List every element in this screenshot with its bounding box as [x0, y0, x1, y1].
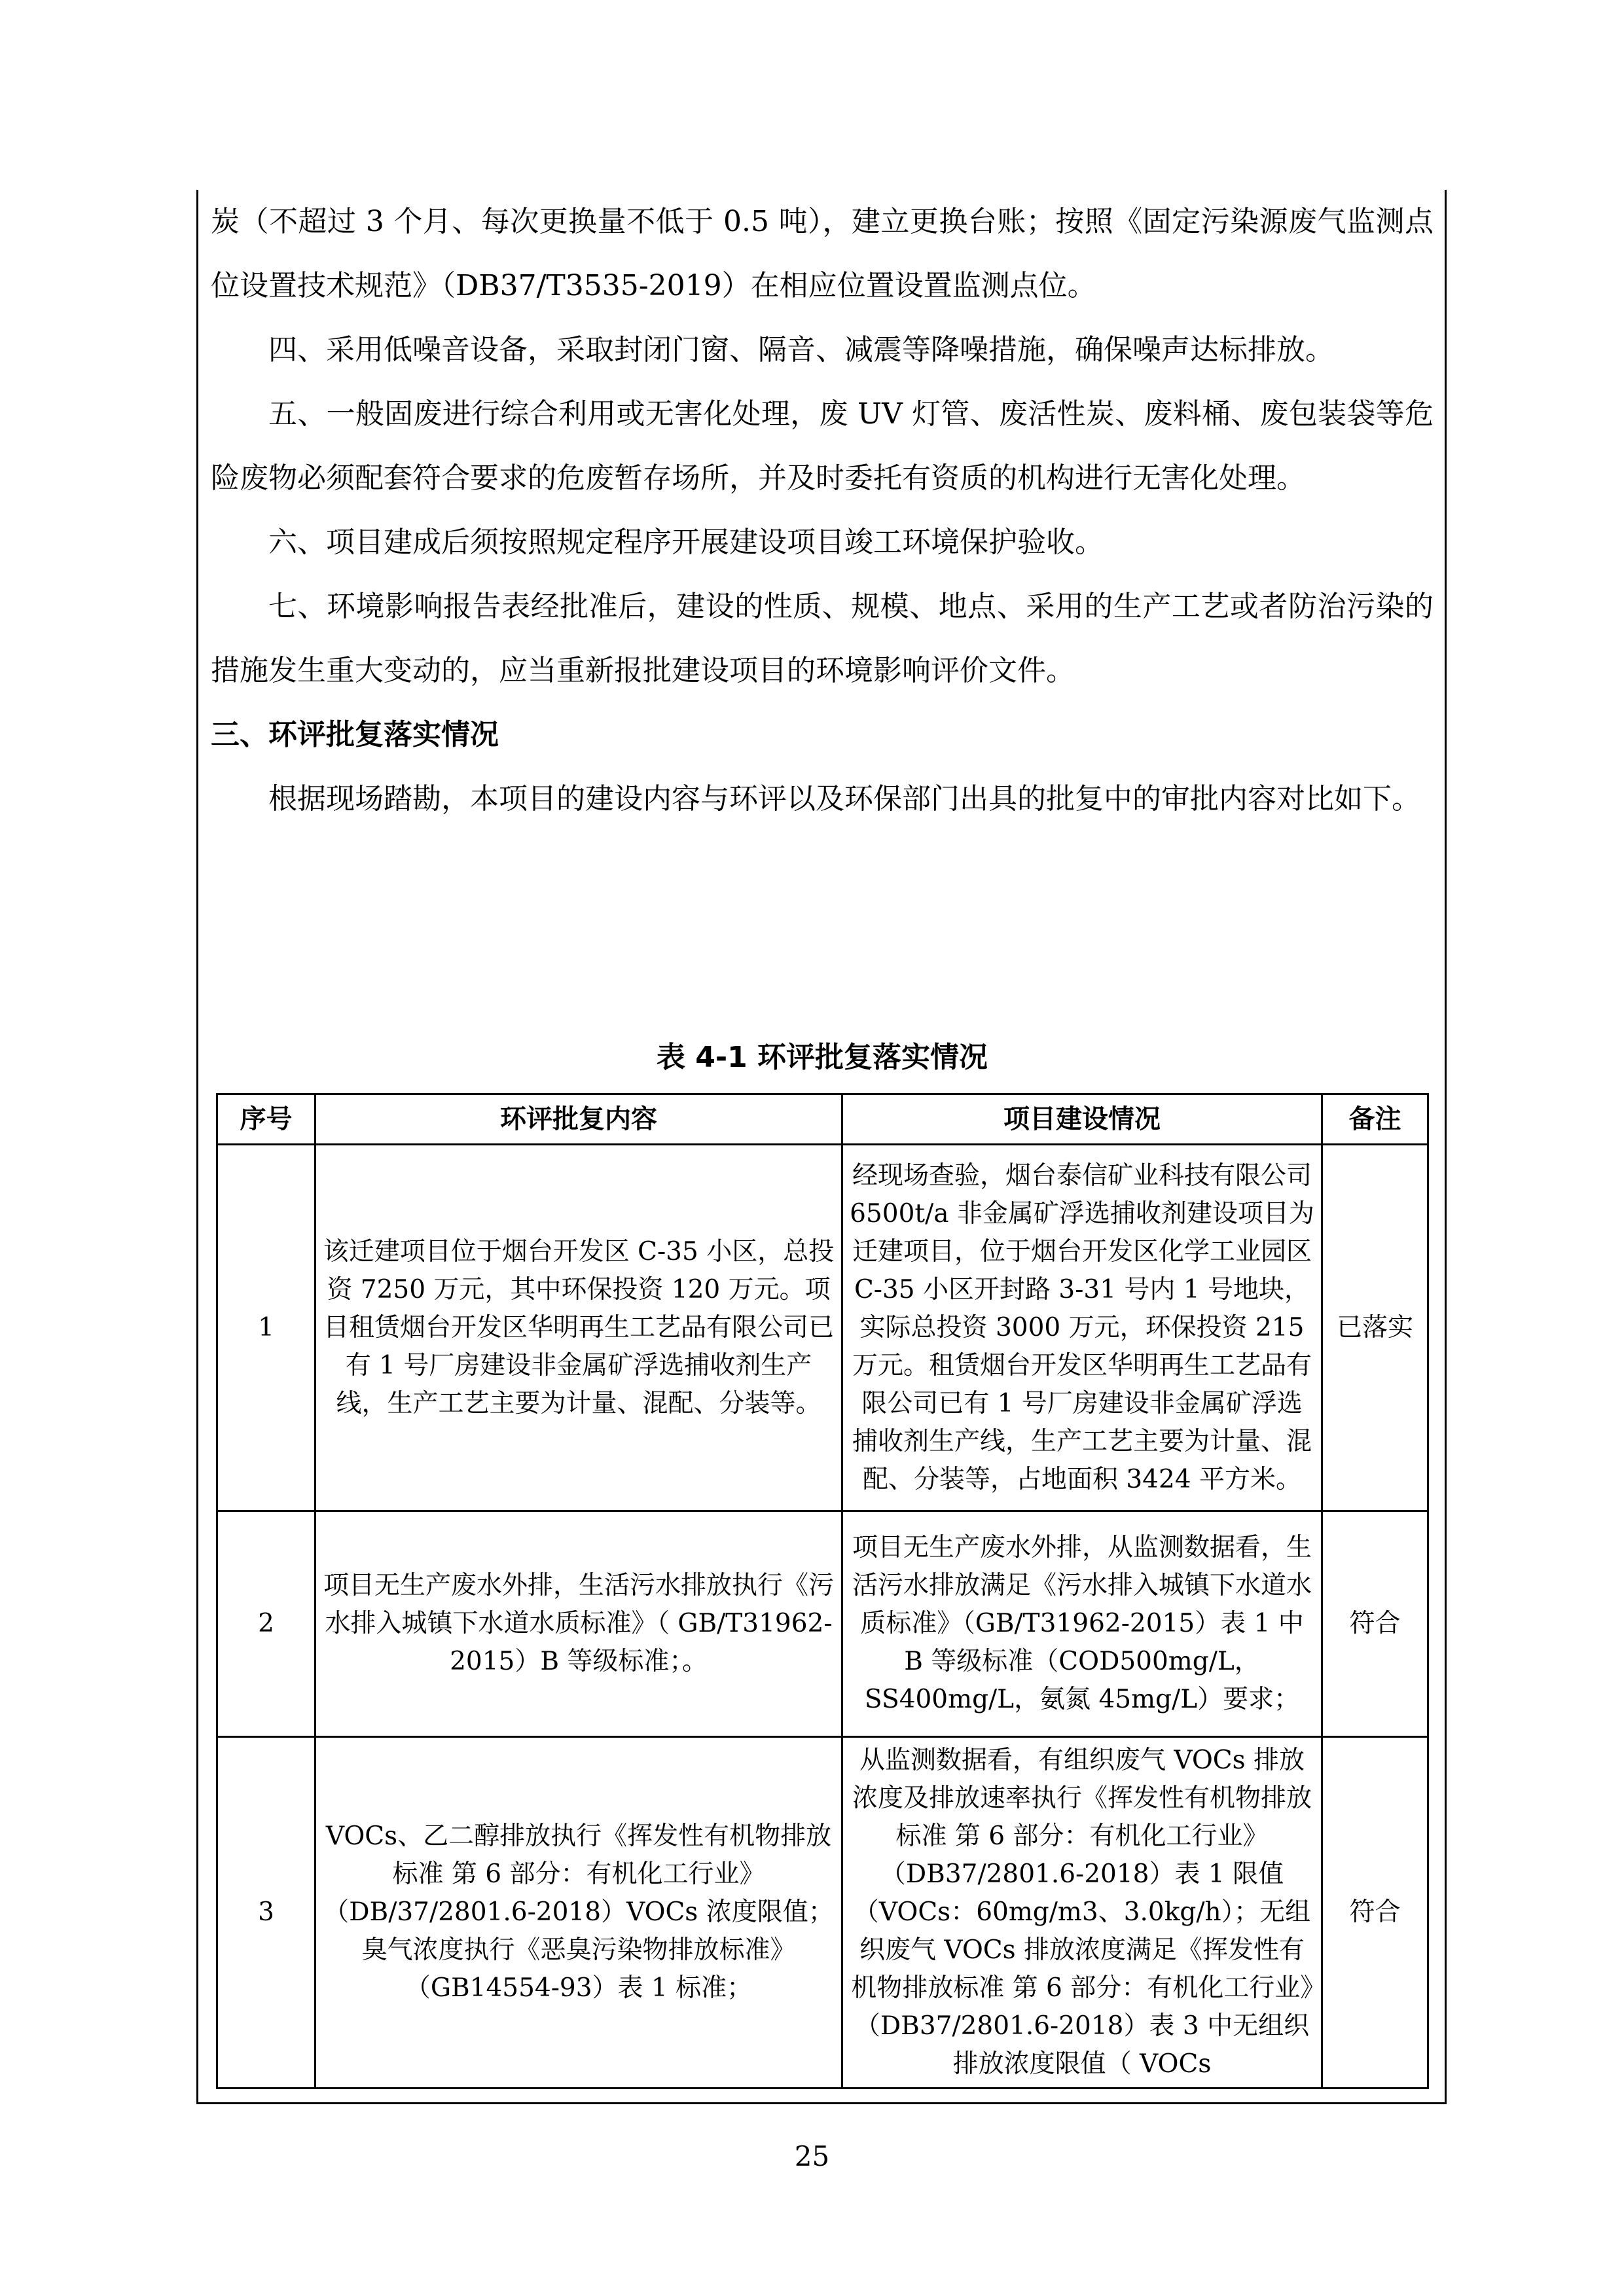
row-construction-status: 项目无生产废水外排，从监测数据看，生活污水排放满足《污水排入城镇下水道水质标准》（GB/T31962-2015）表 1 中 B 等级标准（COD500mg/L，SS400mg/L，氨氮 45mg/L）要求；	[842, 1511, 1322, 1737]
table-row	[217, 1145, 1428, 1511]
row-no: 3	[217, 1737, 316, 2089]
paragraph-major-change: 七、环境影响报告表经批准后，建设的性质、规模、地点、采用的生产工艺或者防治污染的措施发生重大变动的，应当重新报批建设项目的环境影响评价文件。	[211, 590, 1434, 687]
header-approval-content: 环评批复内容	[316, 1094, 842, 1145]
table-row	[217, 1737, 1428, 2089]
header-no: 序号	[217, 1094, 316, 1145]
row-construction-status: 从监测数据看，有组织废气 VOCs 排放浓度及排放速率执行《挥发性有机物排放标准 第 6 部分：有机化工行业》（DB37/2801.6-2018）表 1 限值（VOCs：60mg/m3、3.0kg/h）；无组织废气 VOCs 排放浓度满足《挥发性有机物排放标准 第 6 部分：有机化工行业》（DB37/2801.6-2018）表 3 中无组织排放浓度限值（ VOCs	[842, 1737, 1322, 2089]
row-no: 1	[217, 1145, 316, 1511]
paragraph-continuation: 炭（不超过 3 个月、每次更换量不低于 0.5 吨），建立更换台账；按照《固定污染源废气监测点位设置技术规范》（DB37/T3535-2019）在相应位置设置监测点位。	[211, 205, 1434, 302]
row-remark: 符合	[1322, 1737, 1428, 2089]
header-construction-status: 项目建设情况	[842, 1094, 1322, 1145]
row-construction-status: 经现场查验，烟台泰信矿业科技有限公司 6500t/a 非金属矿浮选捕收剂建设项目为迁建项目，位于烟台开发区化学工业园区 C-35 小区开封路 3-31 号内 1 号地块，实际总投资 3000 万元，环保投资 215 万元。租赁烟台开发区华明再生工艺品有限公司已有 1 号厂房建设非金属矿浮选捕收剂生产线，生产工艺主要为计量、混配、分装等，占地面积 3424 平方米。	[842, 1145, 1322, 1511]
row-approval-content: 项目无生产废水外排，生活污水排放执行《污水排入城镇下水道水质标准》（ GB/T31962-2015）B 等级标准；。	[316, 1511, 842, 1737]
paragraph-solid-waste: 五、一般固废进行综合利用或无害化处理，废 UV 灯管、废活性炭、废料桶、废包装袋等危险废物必须配套符合要求的危废暂存场所，并及时委托有资质的机构进行无害化处理。	[211, 397, 1434, 495]
row-approval-content: VOCs、乙二醇排放执行《挥发性有机物排放标准 第 6 部分：有机化工行业》（DB/37/2801.6-2018）VOCs 浓度限值；臭气浓度执行《恶臭污染物排放标准》（GB14554-93）表 1 标准；	[316, 1737, 842, 2089]
row-approval-content: 该迁建项目位于烟台开发区 C-35 小区，总投资 7250 万元，其中环保投资 120 万元。项目租赁烟台开发区华明再生工艺品有限公司已有 1 号厂房建设非金属矿浮选捕收剂生产线，生产工艺主要为计量、混配、分装等。	[316, 1145, 842, 1511]
page-number: 25	[794, 2140, 830, 2172]
row-remark: 符合	[1322, 1511, 1428, 1737]
row-remark: 已落实	[1322, 1145, 1428, 1511]
row-no: 2	[217, 1511, 316, 1737]
table-header-row	[217, 1094, 1428, 1145]
table-title: 表 4-1 环评批复落实情况	[656, 1041, 988, 1074]
table-row	[217, 1511, 1428, 1737]
paragraph-acceptance: 六、项目建成后须按照规定程序开展建设项目竣工环境保护验收。	[268, 526, 1104, 559]
section-heading: 三、环评批复落实情况	[211, 718, 499, 751]
approval-table	[216, 1093, 1429, 2089]
body-text	[211, 190, 1434, 831]
intro-paragraph: 根据现场踏勘，本项目的建设内容与环评以及环保部门出具的批复中的审批内容对比如下。	[268, 782, 1420, 816]
header-remark: 备注	[1322, 1094, 1428, 1145]
paragraph-noise: 四、采用低噪音设备，采取封闭门窗、隔音、减震等降噪措施，确保噪声达标排放。	[268, 333, 1334, 367]
